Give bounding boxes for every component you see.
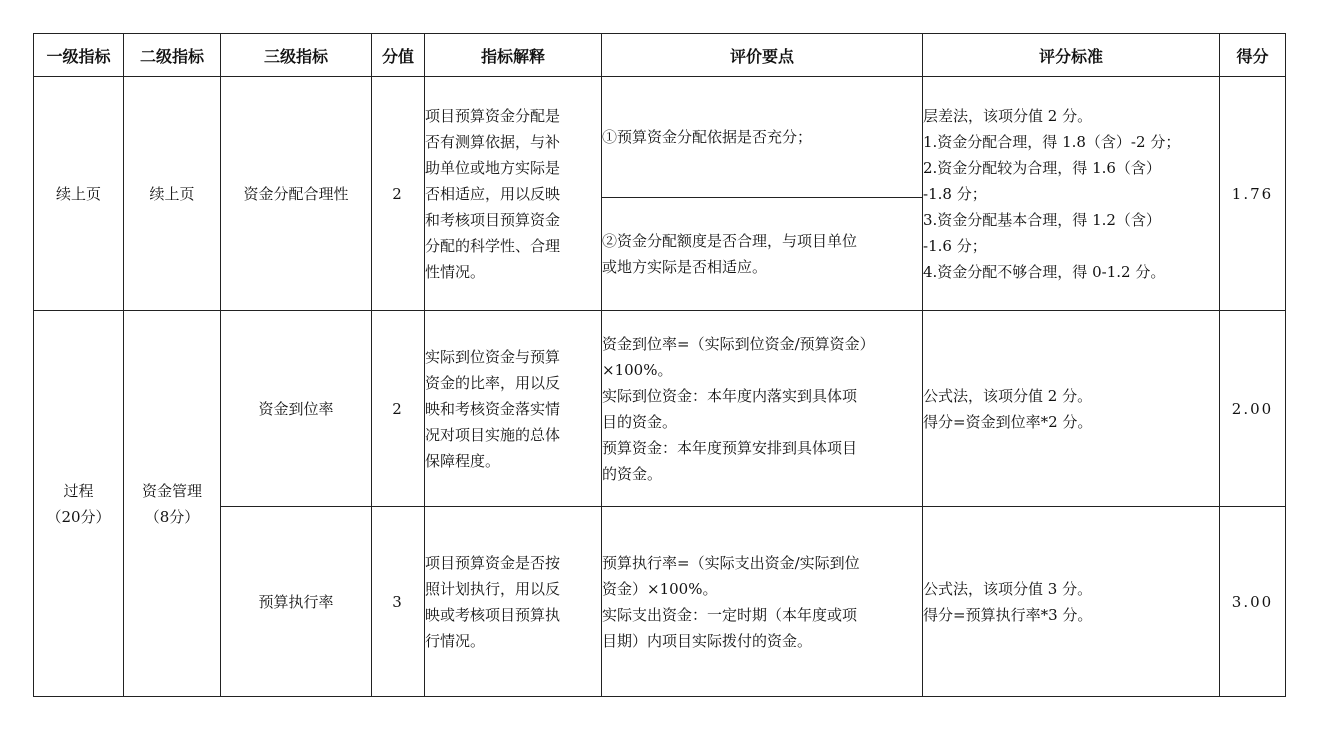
criteria-cell: 公式法，该项分值 2 分。 得分=资金到位率*2 分。 (923, 311, 1220, 507)
header-row (34, 34, 1286, 77)
level3-cell: 资金分配合理性 (221, 77, 372, 311)
criteria-cell: 公式法，该项分值 3 分。 得分=预算执行率*3 分。 (923, 507, 1220, 697)
weight-cell: 3 (372, 507, 425, 697)
explanation-cell: 实际到位资金与预算 资金的比率，用以反 映和考核资金落实情 况对项目实施的总体 保障程度。 (425, 311, 602, 507)
table-row (34, 77, 1286, 198)
header-level2: 二级指标 (124, 34, 221, 77)
score-cell: 2.00 (1220, 311, 1286, 507)
key-point-cell: 预算执行率=（实际支出资金/实际到位 资金）×100%。 实际支出资金：一定时期（本年度或项 目期）内项目实际拨付的资金。 (602, 507, 923, 697)
key-point-cell: ②资金分配额度是否合理，与项目单位 或地方实际是否相适应。 (602, 198, 923, 311)
level3-cell: 资金到位率 (221, 311, 372, 507)
header-weight: 分值 (372, 34, 425, 77)
level3-cell: 预算执行率 (221, 507, 372, 697)
evaluation-table (33, 33, 1286, 697)
key-point-cell: 资金到位率=（实际到位资金/预算资金） ×100%。 实际到位资金：本年度内落实到具体项 目的资金。 预算资金：本年度预算安排到具体项目 的资金。 (602, 311, 923, 507)
header-explanation: 指标解释 (425, 34, 602, 77)
explanation-cell: 项目预算资金是否按 照计划执行，用以反 映或考核项目预算执 行情况。 (425, 507, 602, 697)
level2-cell: 资金管理 （8分） (124, 311, 221, 697)
level2-cell: 续上页 (124, 77, 221, 311)
header-level1: 一级指标 (34, 34, 124, 77)
weight-cell: 2 (372, 311, 425, 507)
header-criteria: 评分标准 (923, 34, 1220, 77)
level1-cell: 过程 （20分） (34, 311, 124, 697)
header-level3: 三级指标 (221, 34, 372, 77)
level1-cell: 续上页 (34, 77, 124, 311)
key-point-cell: ①预算资金分配依据是否充分； (602, 77, 923, 198)
explanation-cell: 项目预算资金分配是 否有测算依据，与补 助单位或地方实际是 否相适应，用以反映 和考核项目预算资金 分配的科学性、合理 性情况。 (425, 77, 602, 311)
header-key-points: 评价要点 (602, 34, 923, 77)
score-cell: 3.00 (1220, 507, 1286, 697)
weight-cell: 2 (372, 77, 425, 311)
criteria-cell: 层差法，该项分值 2 分。 1.资金分配合理，得 1.8（含）-2 分； 2.资金分配较为合理，得 1.6（含） -1.8 分； 3.资金分配基本合理，得 1.2（含） -1.6 分； 4.资金分配不够合理，得 0-1.2 分。 (923, 77, 1220, 311)
table-row (34, 311, 1286, 507)
table-row (34, 507, 1286, 697)
header-score: 得分 (1220, 34, 1286, 77)
score-cell: 1.76 (1220, 77, 1286, 311)
